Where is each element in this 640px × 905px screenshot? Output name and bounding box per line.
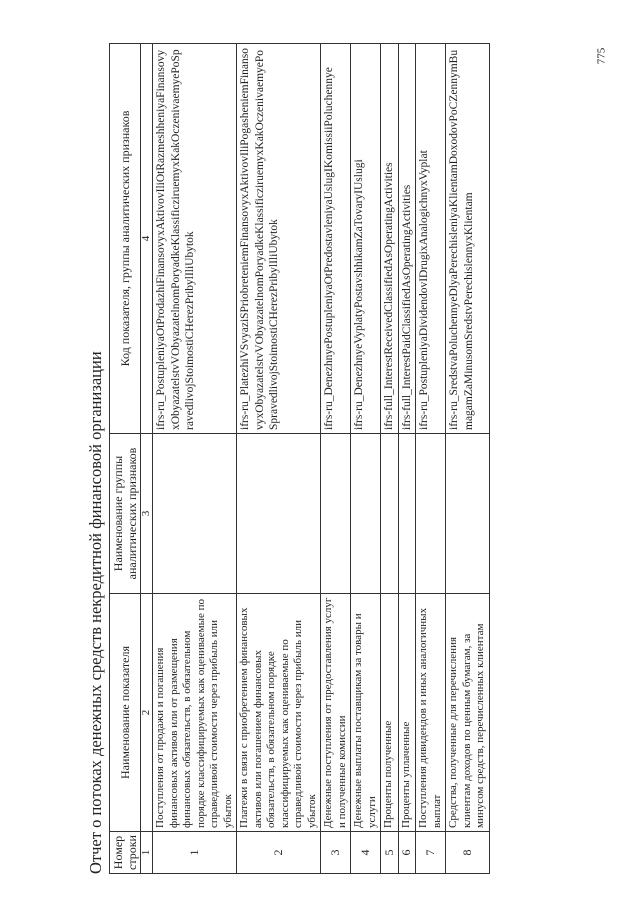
row-name: Проценты полученные (381, 594, 399, 832)
row-code: ifrs-ru_PostupleniyaOtProdazhiFinansovyxAktivovIliOtRazmeshheniyaFinansovyxObyazatelstvVObyazatelnomPoryadkeKlassificziruemyxKakOczenivaemyePoSpravedlivojStoimostiCHerezPribylIliUbytok (153, 44, 237, 434)
row-number: 7 (416, 832, 446, 874)
row-number: 3 (321, 832, 351, 874)
row-group (153, 434, 237, 594)
row-code: ifrs-ru_PlatezhiVSvyaziSPriobreteniemFinansovyxAktivovIliPogasheniemFinansovyxObyazatelstvVObyazatelnomPoryadkeKlassificziruemyxKakOczenivaemyePoSpravedlivojStoimostiCHerezPribylIliUbytok (237, 44, 321, 434)
table-row (321, 44, 351, 874)
column-index: 3 (141, 434, 153, 594)
cash-flow-table (109, 43, 490, 874)
table-row (153, 44, 237, 874)
row-code: ifrs-ru_SredstvaPoluchennyeDlyaPerechisleniyaKlientamDoxodovPoCZennymBumagamZaMinusomSredstvPerechislennyxKlientam (446, 44, 490, 434)
table-row (416, 44, 446, 874)
page-number: 775 (595, 47, 608, 65)
row-name: Поступления от продажи и погашения финансовых активов или от размещения финансовых обязательств, в обязательном порядке классифицируемых как оцениваемые по справедливой стоимости через прибыль или убыток (153, 594, 237, 832)
row-code: ifrs-full_InterestReceivedClassifiedAsOperatingActivities (381, 44, 399, 434)
row-code: ifrs-full_InterestPaidClassifiedAsOperatingActivities (398, 44, 416, 434)
row-group (398, 434, 416, 594)
row-group (381, 434, 399, 594)
rotated-page-content (85, 20, 608, 880)
header-row-number: Номер строки (110, 832, 141, 874)
row-code: ifrs-ru_PostupleniyaDividendovIDrugixAnalogichnyxVyplat (416, 44, 446, 434)
header-name: Наименование показателя (110, 594, 141, 832)
row-number: 8 (446, 832, 490, 874)
table-row (381, 44, 399, 874)
row-number: 6 (398, 832, 416, 874)
row-group (351, 434, 381, 594)
document-title: Отчет о потоках денежных средств некредитной финансовой организации (86, 351, 105, 874)
column-index-row (141, 44, 153, 874)
row-group (446, 434, 490, 594)
table-header-row (110, 44, 141, 874)
row-code: ifrs-ru_DenezhnyeVyplatyPostavshhikamZaTovaryIUslugi (351, 44, 381, 434)
table-row (237, 44, 321, 874)
row-name: Денежные выплаты поставщикам за товары и услуги (351, 594, 381, 832)
row-name: Средства, полученные для перечисления клиентам доходов по ценным бумагам, за минусом средств, перечисленных клиентам (446, 594, 490, 832)
row-code: ifrs-ru_DenezhnyePostupleniyaOtPredostavleniyaUslugIKomissiiPoluchennye (321, 44, 351, 434)
table-row (446, 44, 490, 874)
header-code: Код показателя, группы аналитических признаков (110, 44, 141, 434)
row-group (237, 434, 321, 594)
table-row (398, 44, 416, 874)
table-row (351, 44, 381, 874)
column-index: 1 (141, 832, 153, 874)
row-group (416, 434, 446, 594)
row-group (321, 434, 351, 594)
row-name: Платежи в связи с приобретением финансовых активов или погашением финансовых обязательств, в обязательном порядке классифицируемых как оцениваемые по справедливой стоимости через прибыль или убыток (237, 594, 321, 832)
row-number: 1 (153, 832, 237, 874)
header-group-name: Наименование группы аналитических признаков (110, 434, 141, 594)
column-index: 2 (141, 594, 153, 832)
row-number: 5 (381, 832, 399, 874)
row-name: Денежные поступления от предоставления услуг и полученные комиссии (321, 594, 351, 832)
row-name: Проценты уплаченные (398, 594, 416, 832)
row-number: 4 (351, 832, 381, 874)
column-index: 4 (141, 44, 153, 434)
row-number: 2 (237, 832, 321, 874)
row-name: Поступления дивидендов и иных аналогичных выплат (416, 594, 446, 832)
